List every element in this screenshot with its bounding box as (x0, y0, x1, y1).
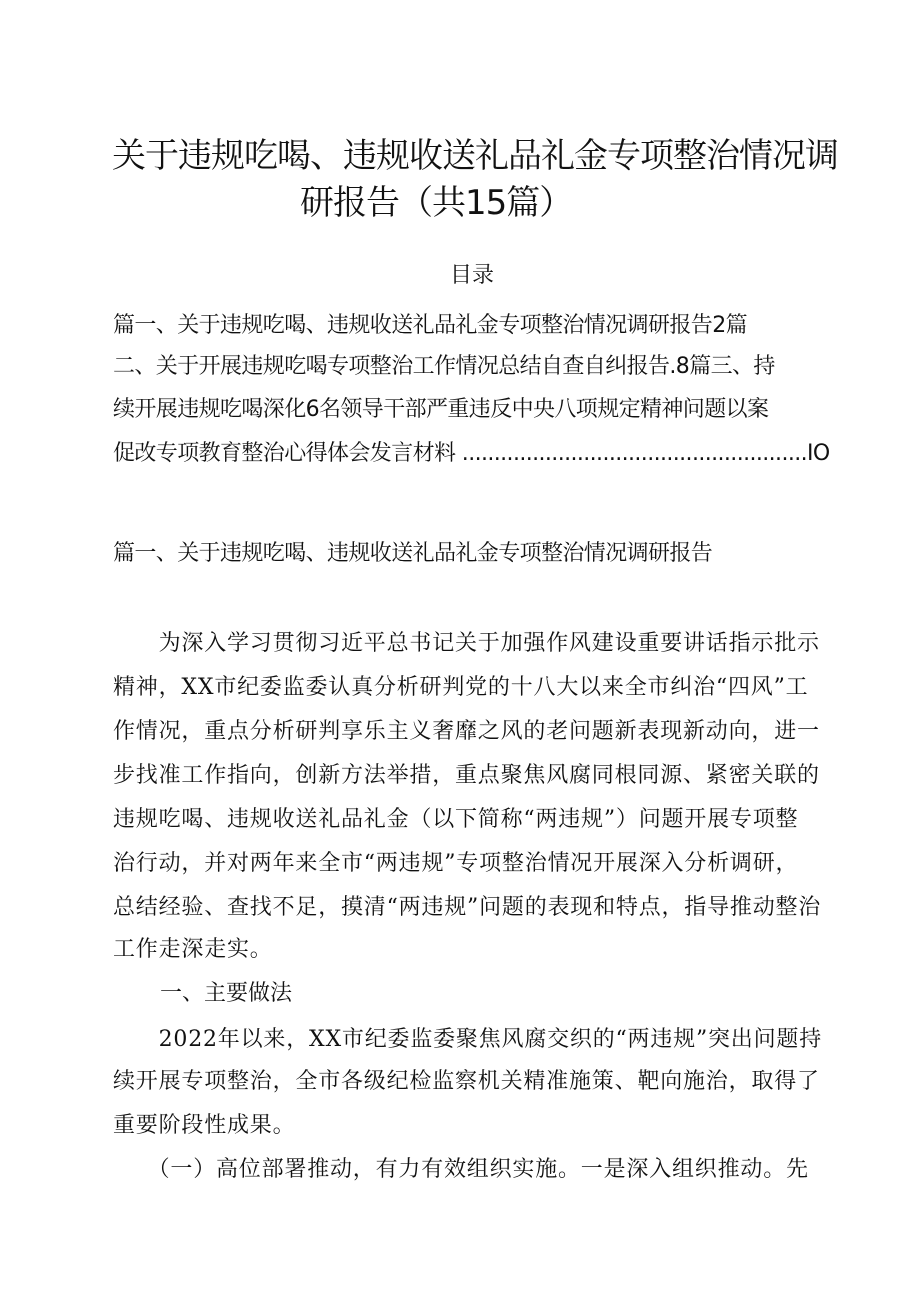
toc-line: 二、关于开展违规吃喝专项整治工作情况总结自查自纠报告.8篇三、持 (113, 354, 775, 379)
toc-heading: 目录 (450, 263, 495, 288)
paragraph-line: 步找准工作指向，创新方法举措，重点聚焦风腐同根同源、紧密关联的 (113, 763, 820, 788)
paragraph-line: 重要阶段性成果。 (113, 1113, 296, 1138)
toc-line: 续开展违规吃喝深化6名领导干部严重违反中央八项规定精神问题以案 (113, 397, 769, 422)
document-title-line-2: 研报告（共15篇） (300, 183, 573, 223)
paragraph-line: 治行动，并对两年来全市“两违规”专项整治情况开展深入分析调研， (113, 851, 799, 876)
document-title-line-1: 关于违规吃喝、违规收送礼品礼金专项整治情况调 (112, 136, 838, 176)
section-heading: 一、主要做法 (160, 981, 293, 1006)
paragraph-line: 续开展专项整治，全市各级纪检监察机关精准施策、靶向施治，取得了 (113, 1069, 820, 1094)
section-title: 篇一、关于违规吃喝、违规收送礼品礼金专项整治情况调研报告 (113, 541, 713, 566)
paragraph-line: 为深入学习贯彻习近平总书记关于加强作风建设重要讲话指示批示 (113, 631, 820, 656)
paragraph-line: 2022年以来，XX市纪委监委聚焦风腐交织的“两违规”突出问题持 (113, 1027, 823, 1052)
toc-line: 篇一、关于违规吃喝、违规收送礼品礼金专项整治情况调研报告2篇 (113, 313, 747, 338)
paragraph-line: 总结经验、查找不足，摸清“两违规”问题的表现和特点，指导推动整治 (113, 895, 822, 920)
paragraph-line: 工作走深走实。 (113, 937, 273, 962)
toc-line: 促改专项教育整治心得体会发言材料 ......................................................IO (113, 441, 830, 466)
paragraph-line: 违规吃喝、违规收送礼品礼金（以下简称“两违规”）问题开展专项整 (113, 807, 799, 832)
paragraph-line: 作情况，重点分析研判享乐主义奢靡之风的老问题新表现新动向，进一 (113, 719, 820, 744)
paragraph-line: 精神，XX市纪委监委认真分析研判党的十八大以来全市纠治“四风”工 (113, 675, 809, 700)
paragraph-line: （一）高位部署推动，有力有效组织实施。一是深入组织推动。先 (113, 1157, 809, 1182)
